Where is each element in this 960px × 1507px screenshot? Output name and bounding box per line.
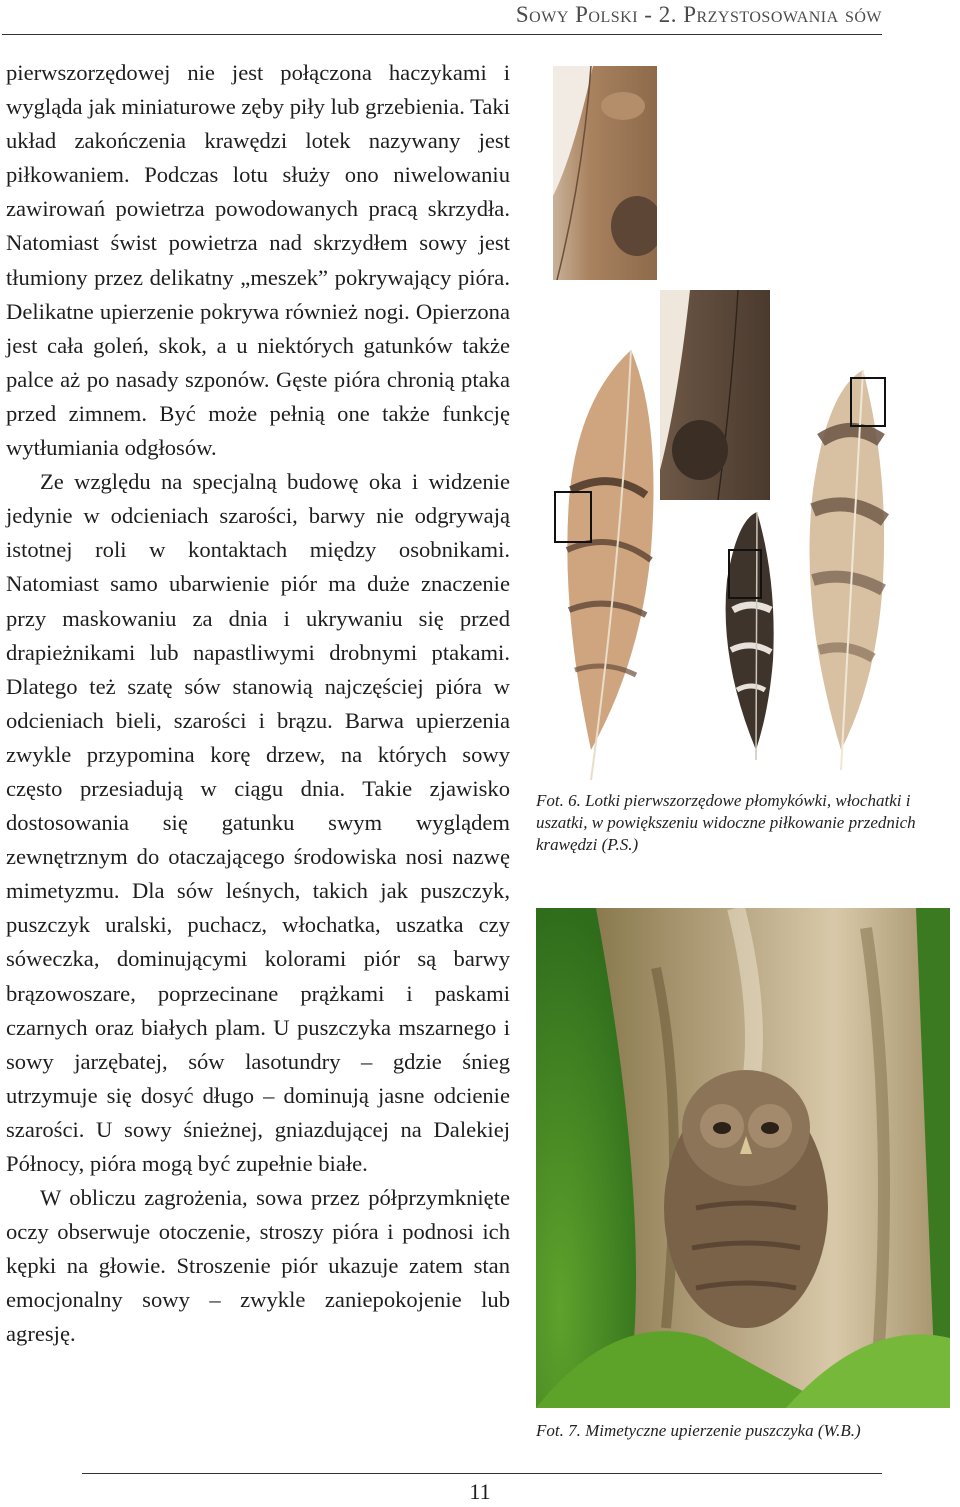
running-header-title: Sowy Polski - 2. Przystosowania sów bbox=[515, 2, 882, 27]
body-text-column bbox=[6, 56, 510, 1352]
running-header bbox=[0, 0, 882, 34]
figure-7-caption-text: Fot. 7. Mimetyczne upierzenie puszczyka (W.B.) bbox=[536, 1421, 861, 1440]
page-number: 11 bbox=[469, 1479, 491, 1504]
figure-7-caption bbox=[536, 1420, 956, 1442]
tawny-owl-photo bbox=[536, 908, 950, 1408]
paragraph-3: W obliczu zagrożenia, sowa przez półprzymknięte oczy obserwuje otoczenie, stroszy pióra i podnosi ich kępki na głowie. Stroszenie piór ukazuje zatem stan emocjonalny sowy – zwykle zaniepokojenie lub agresję. bbox=[6, 1185, 510, 1347]
figure-6-caption bbox=[536, 790, 956, 856]
paragraph-2: Ze względu na specjalną budowę oka i widzenie jedynie w odcieniach szarości, barwy nie odgrywają istotnej roli w kontaktach między osobnikami. Natomiast samo ubarwienie piór ma duże znaczenie przy maskowaniu za dnia i ukrywaniu się przed drapieżnikami lub napastliwymi drobnymi ptakami. Dlatego też szatę sów stanowią najczęściej pióra w odcieniach bieli, szarości i brązu. Barwa upierzenia zwykle przypomina korę drzew, na których sowy często przesiadują w ciągu dnia. Takie zjawisko dostosowania się gatunku swym wyglądem zewnętrznym do otaczającego środowiska nosi nazwę mimetyzmu. Dla sów leśnych, takich jak puszczyk, puszczyk uralski, puchacz, włochatka, uszatka czy sóweczka, dominującymi kolorami piór są barwy brązowoszare, poprzecinane prążkami i paskami czarnych oraz białych plam. U puszczyka mszarnego i sowy jarzębatej, sów lasotundry – gdzie śnieg utrzymuje się dosyć długo – dominują jasne odcienie szarości. U sowy śnieżnej, gniazdującej na Dalekiej Północy, pióra mogą być zupełnie białe. bbox=[6, 469, 510, 1176]
feather-zoom-photo-top bbox=[553, 66, 657, 280]
paragraph-1: pierwszorzędowej nie jest połączona haczykami i wygląda jak miniaturowe zęby piły lub grzebienia. Taki układ zakończenia krawędzi lotek nazywany jest piłkowaniem. Podczas lotu służy ono niwelowaniu zawirowań powietrza powodowanych pracą skrzydła. Natomiast świst powietrza nad skrzydłem sowy jest tłumiony przez delikatny „meszek” pokrywający pióra. Delikatne upierzenie pokrywa również nogi. Opierzona jest cała goleń, skok, a u niektórych gatunków także palce aż po nasady szponów. Gęste pióra chronią ptaka przed zimnem. Być może pełnią one także funkcję wytłumiania odgłosów. bbox=[6, 60, 510, 461]
header-rule bbox=[2, 34, 882, 35]
figure-6-caption-text: Fot. 6. Lotki pierwszorzędowe płomykówki, włochatki i uszatki, w powiększeniu widoczne piłkowanie przednich krawędzi (P.S.) bbox=[536, 791, 916, 854]
three-feathers-photo bbox=[551, 280, 901, 780]
footer-rule bbox=[82, 1473, 882, 1474]
